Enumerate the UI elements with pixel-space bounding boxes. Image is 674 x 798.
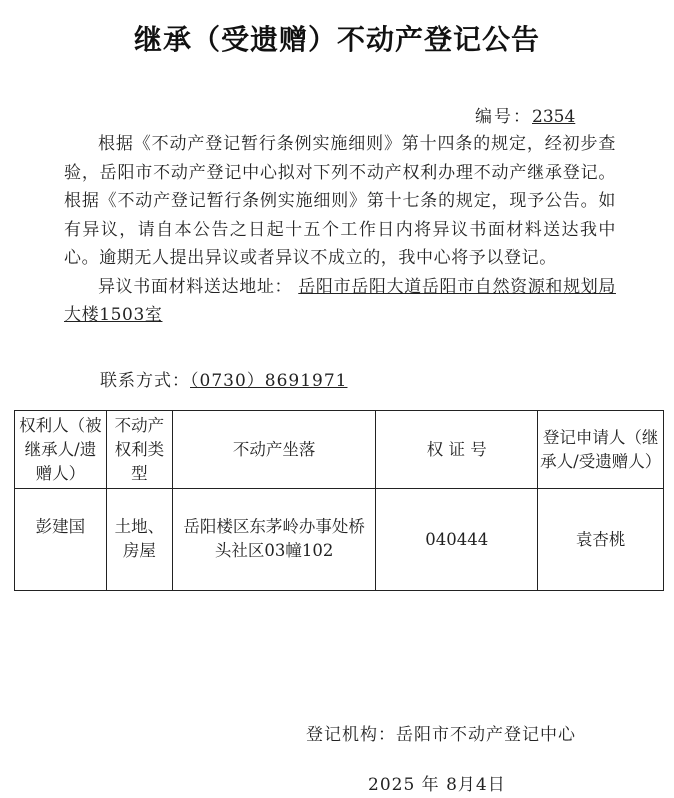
cell-location: 岳阳楼区东茅岭办事处桥头社区03幢102 [172,489,376,591]
notice-title: 继承（受遗赠）不动产登记公告 [133,23,540,56]
contact-phone: （0730）8691971 [190,371,348,391]
serial-label: 编号： [475,107,532,127]
cell-cert-number: 040444 [376,489,538,591]
contact-info [100,366,371,391]
notice-body [64,130,616,330]
header-applicant: 登记申请人（继承人/受遗赠人） [538,411,664,489]
header-right-type: 不动产权利类型 [106,411,172,489]
address-value: 岳阳市岳阳大道岳阳市自然资源和规划局大楼1503室 [64,276,616,325]
authority-label: 登记机构： [306,725,396,745]
objection-address [64,273,616,330]
contact-label: 联系方式： [100,371,190,391]
registration-authority [306,720,576,745]
serial-value: 2354 [532,107,576,127]
authority-name: 岳阳市不动产登记中心 [396,725,576,745]
cell-owner: 彭建国 [15,489,107,591]
cell-applicant: 袁杏桃 [538,489,664,591]
header-location: 不动产坐落 [172,411,376,489]
address-label: 异议书面材料送达地址： [98,276,293,297]
table-row [15,489,664,591]
serial-number [475,102,575,127]
notice-date: 2025 年 8月4日 [368,775,506,795]
registration-table [14,410,664,591]
header-cert-number: 权 证 号 [376,411,538,489]
header-owner: 权利人（被继承人/遗赠人） [15,411,107,489]
notice-paragraph: 根据《不动产登记暂行条例实施细则》第十四条的规定，经初步查验，岳阳市不动产登记中心拟对下列不动产权利办理不动产继承登记。根据《不动产登记暂行条例实施细则》第十七条的规定，现予公告。如有异议，请自本公告之日起十五个工作日内将异议书面材料送达我中心。逾期无人提出异议或者异议不成立的，我中心将予以登记。 [64,134,616,268]
cell-right-type: 土地、房屋 [106,489,172,591]
table-header-row [15,411,664,489]
